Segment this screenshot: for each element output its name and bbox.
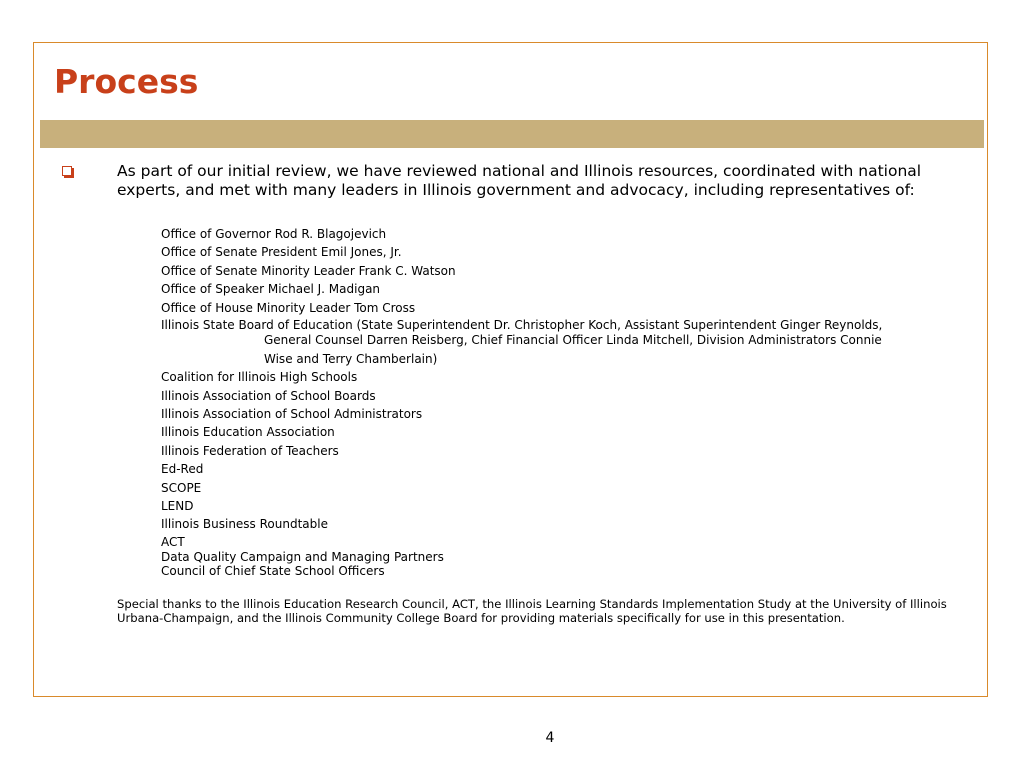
organization-item: LEND [161, 498, 194, 513]
organization-item: Office of Senate President Emil Jones, Jr. [161, 245, 402, 260]
slide-title: Process [54, 62, 199, 101]
title-underline-band [40, 120, 984, 148]
organization-item: Ed-Red [161, 462, 204, 477]
organization-item-continuation: General Counsel Darren Reisberg, Chief Financial Officer Linda Mitchell, Division Administrators Connie [264, 333, 882, 348]
organization-list [161, 226, 961, 579]
organization-item-continuation: Wise and Terry Chamberlain) [264, 351, 438, 366]
page-number: 4 [545, 730, 555, 746]
organization-item: Office of Speaker Michael J. Madigan [161, 282, 381, 297]
organization-item: Coalition for Illinois High Schools [161, 370, 358, 385]
organization-item: Illinois Association of School Administrators [161, 407, 423, 422]
organization-item: SCOPE [161, 480, 202, 495]
organization-item: Illinois State Board of Education (State Superintendent Dr. Christopher Koch, Assistant Superintendent Ginger Reynolds, [161, 317, 883, 332]
organization-item: Office of House Minority Leader Tom Cross [161, 300, 416, 315]
organization-item: Illinois Association of School Boards [161, 388, 376, 403]
organization-item: ACT [161, 534, 185, 549]
organization-item: Council of Chief State School Officers [161, 564, 385, 579]
organization-item: Data Quality Campaign and Managing Partners [161, 549, 444, 564]
intro-paragraph: As part of our initial review, we have reviewed national and Illinois resources, coordinated with national experts, and met with many leaders in Illinois government and advocacy, including representatives of: [117, 162, 922, 199]
organization-item: Illinois Business Roundtable [161, 517, 328, 532]
hollow-square-bullet-icon [62, 166, 72, 176]
acknowledgement-paragraph: Special thanks to the Illinois Education Research Council, ACT, the Illinois Learning Standards Implementation Study at the University of Illinois Urbana-Champaign, and the Illinois Community College Board for providing materials specifically for use in this presentation. [117, 597, 947, 625]
organization-item: Illinois Education Association [161, 425, 335, 440]
organization-item: Office of Governor Rod R. Blagojevich [161, 227, 387, 241]
organization-item: Office of Senate Minority Leader Frank C. Watson [161, 263, 456, 278]
organization-item: Illinois Federation of Teachers [161, 443, 339, 458]
